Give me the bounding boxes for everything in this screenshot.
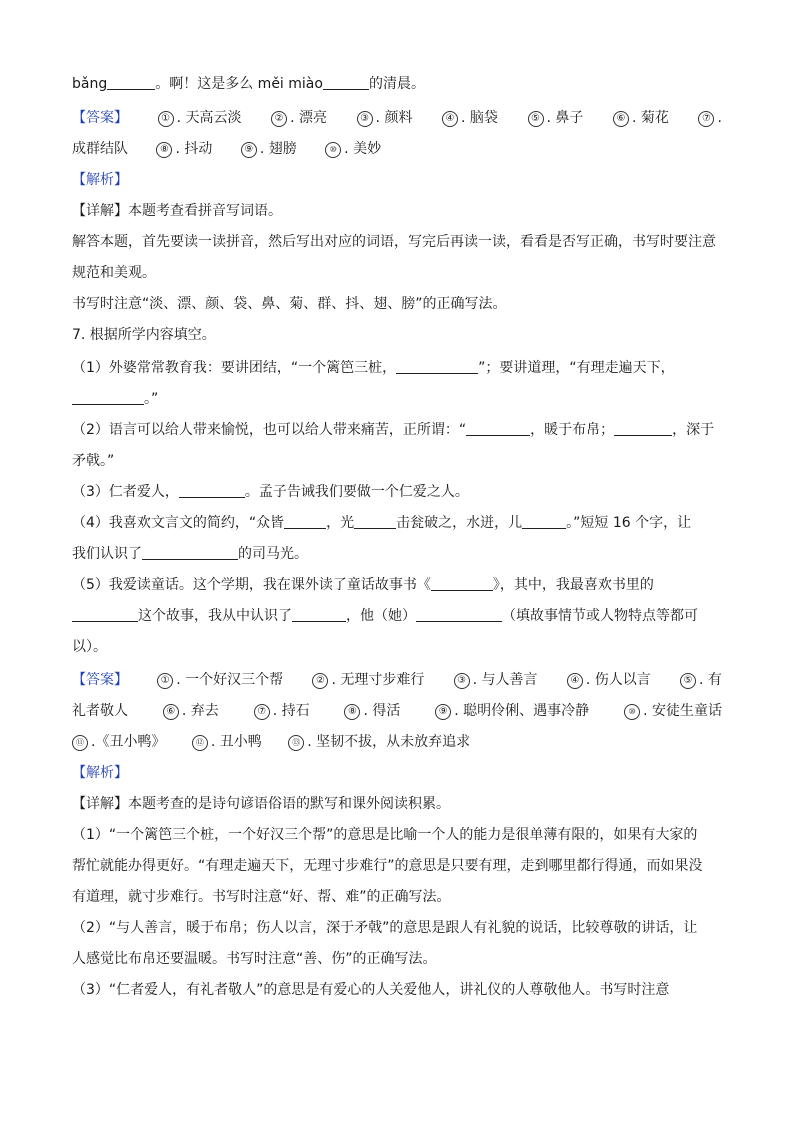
answer-item [613,108,669,128]
answer-number-3: ③ [454,673,470,689]
answer-number-12: ⑫ [192,735,208,751]
answer-item [72,734,165,750]
blank [522,514,566,529]
blank [396,359,478,374]
answer-number-9: ⑨ [435,704,451,720]
q7-sub2-line1 [72,420,714,440]
answer-number-1: ① [157,673,173,689]
analysis6-line2: 解答本题，首先要读一读拼音，然后写出对应的词语，写完后再读一读，看看是否写正确，书写时要注意 [72,234,716,250]
blank [292,607,346,622]
answer-item [192,734,262,750]
q7-text: （填故事情节或人物特点等都可 [502,608,698,624]
analysis7-line7: （3）“仁者爱人，有礼者敬人”的意思是有爱心的人关爱他人，讲礼仪的人尊敬他人。书写时注意 [72,982,670,998]
q7-sub2-line2: 矛戟。” [72,453,115,469]
answer-number-5: ⑤ [528,111,544,127]
answer-text: . 得活 [363,703,401,719]
answer-text: . 抖动 [175,141,213,157]
answer-item [288,734,470,750]
analysis7-line1: 【详解】本题考查的是诗句谚语俗语的默写和课外阅读积累。 [72,796,450,812]
analysis6-line4: 书写时注意“淡、漂、颜、袋、鼻、菊、群、抖、翅、膀”的正确写法。 [72,296,507,312]
answer-number-13: ⑬ [288,735,304,751]
answer7-row3 [72,732,470,752]
answer-text: . 坚韧不拔，从未放弃追求 [307,734,471,750]
answer-number-6: ⑥ [613,111,629,127]
blank [416,607,502,622]
answer-item [312,670,424,690]
answer7-row1 [72,670,722,690]
answer-number-1: ① [158,111,174,127]
answer-text: . 脑袋 [461,110,498,126]
answer-text: 成群结队 [72,141,128,157]
blank [72,607,138,622]
answer-number-7: ⑦ [698,111,714,127]
answer-text: . 与人善言 [472,672,538,688]
q7-text: （1）外婆常常教育我：要讲团结，“一个篱笆三桩， [72,360,397,376]
blank [284,514,326,529]
q7-sub1-line1 [72,358,675,378]
answer-item [157,670,283,690]
answer-item [624,701,722,721]
q6-tail-part2: 。啊！这是多么 měi miào [155,76,323,92]
answer-number-10: ⑩ [325,142,341,158]
q7-sub1-line2 [72,389,158,409]
answer-text: . 丑小鸭 [210,734,262,750]
q7-text: （4）我喜欢文言文的简约，“众皆 [72,515,285,531]
answer-number-11: ⑪ [72,735,88,751]
answer-text: . 翅膀 [259,141,297,157]
q7-title: 7. 根据所学内容填空。 [72,327,216,343]
answer-text: . 伤人以言 [585,672,651,688]
q7-text: 这个故事，我从中认识了 [138,608,292,624]
q7-text: 的司马光。 [238,546,308,562]
answer-item [163,701,219,721]
answer-text: . 菊花 [632,110,669,126]
blank [466,421,530,436]
answer-item [158,108,242,128]
answer-item [156,141,212,157]
answer-text: . 持石 [272,703,310,719]
answer-item [680,670,722,690]
answer7-row2 [72,701,722,721]
answer-text: . 漂亮 [290,110,327,126]
answer-number-4: ④ [442,111,458,127]
q7-sub3-line [72,482,469,502]
answer-text: . 一个好汉三个帮 [176,672,284,688]
answer-number-8: ⑧ [344,704,360,720]
blank [142,545,238,560]
answer-text: . 鼻子 [546,110,584,126]
q7-text: 》，其中，我最喜欢书里的 [492,577,654,593]
q7-text: 我们认识了 [72,546,142,562]
q7-text: ，光 [326,515,355,531]
answer-text: . 天高云淡 [176,110,242,126]
answer-number-9: ⑨ [241,142,257,158]
answer-number-3: ③ [357,111,373,127]
analysis-label: 【解析】 [72,765,128,781]
answer-text: . 有 [699,672,722,688]
answer-item [528,108,584,128]
answer-item [344,701,400,721]
answer-text: . 颜料 [375,110,413,126]
analysis6-line1: 【详解】本题考查看拼音写词语。 [72,203,282,219]
analysis7-line2: （1）“一个篱笆三个桩，一个好汉三个帮”的意思是比喻一个人的能力是很单薄有限的，如果有大家的 [72,827,698,843]
answer-text: . [717,110,722,126]
q7-text: ，他（她） [346,608,416,624]
analysis7-line3: 帮忙就能办得更好。“有理走遍天下，无理寸步难行”的意思是只要有理，走到哪里都行得通，而如果没 [72,858,703,874]
answer-item [325,141,381,157]
q7-text: ，暖于布帛； [530,422,615,438]
q7-sub5-line3: 以）。 [72,639,107,655]
answer-number-5: ⑤ [680,673,696,689]
q7-sub5-line2 [72,606,698,626]
answer-item [241,141,297,157]
q7-text: 。” [144,391,159,407]
q7-text: 击瓮破之，水迸，儿 [396,515,523,531]
answer-item [254,701,310,721]
blank [323,75,369,90]
answer-number-4: ④ [567,673,583,689]
answer-label: 【答案】 [72,110,128,126]
q7-sub5-line1 [72,575,654,595]
answer-number-8: ⑧ [156,142,172,158]
analysis6-line3: 规范和美观。 [72,265,156,281]
blank [72,390,144,405]
answer6-row1 [72,108,722,128]
q7-text: ，深于 [672,422,715,438]
answer-number-2: ② [312,673,328,689]
q7-text: 。孟子告诫我们要做一个仁爱之人。 [244,484,469,500]
q6-tail-part1: bǎng [72,76,108,92]
analysis7-line6: 人感觉比布帛还要温暖。书写时注意“善、伤”的正确写法。 [72,951,437,967]
answer-item [442,108,498,128]
answer-text: .《丑小鸭》 [91,734,166,750]
answer-item [567,670,651,690]
answer-item [271,108,327,128]
analysis-label: 【解析】 [72,172,128,188]
answer-text: 礼者敬人 [72,703,128,719]
answer-item [454,670,538,690]
q7-text: 。”短短 16 个字，让 [566,515,692,531]
answer-text: . 安徒生童话 [643,703,722,719]
answer-text: . 美妙 [344,141,382,157]
q7-text: （5）我爱读童话。这个学期，我在课外读了童话故事书《 [72,577,431,593]
answer-number-6: ⑥ [163,704,179,720]
blank [614,421,672,436]
q6-tail-part3: 的清晨。 [368,76,425,92]
blank [431,576,493,591]
q7-text: （2）语言可以给人带来愉悦，也可以给人带来痛苦，正所谓：“ [72,422,467,438]
answer6-row2 [72,139,381,159]
q7-sub4-line2 [72,544,308,564]
answer-number-7: ⑦ [254,704,270,720]
answer-item [357,108,413,128]
answer-text: . 聪明伶俐、遇事冷静 [454,703,590,719]
q7-text: （3）仁者爱人， [72,484,179,500]
blank [179,483,245,498]
q6-tail-line [72,74,425,94]
answer-number-10: ⑩ [624,704,640,720]
answer-item [435,701,589,721]
answer-text: . 弃去 [181,703,219,719]
blank [354,514,396,529]
analysis7-line4: 有道理，就寸步难行。书写时注意“好、帮、难”的正确写法。 [72,889,451,905]
q7-text: ”；要讲道理，“有理走遍天下， [478,360,675,376]
blank [107,75,155,90]
q7-sub4-line1 [72,513,691,533]
answer-text: . 无理寸步难行 [331,672,425,688]
answer-number-2: ② [271,111,287,127]
answer-label: 【答案】 [72,672,128,688]
answer-item [698,108,721,128]
analysis7-line5: （2）“与人善言，暖于布帛；伤人以言，深于矛戟”的意思是跟人有礼貌的说话，比较尊敬的讲话，让 [72,920,698,936]
